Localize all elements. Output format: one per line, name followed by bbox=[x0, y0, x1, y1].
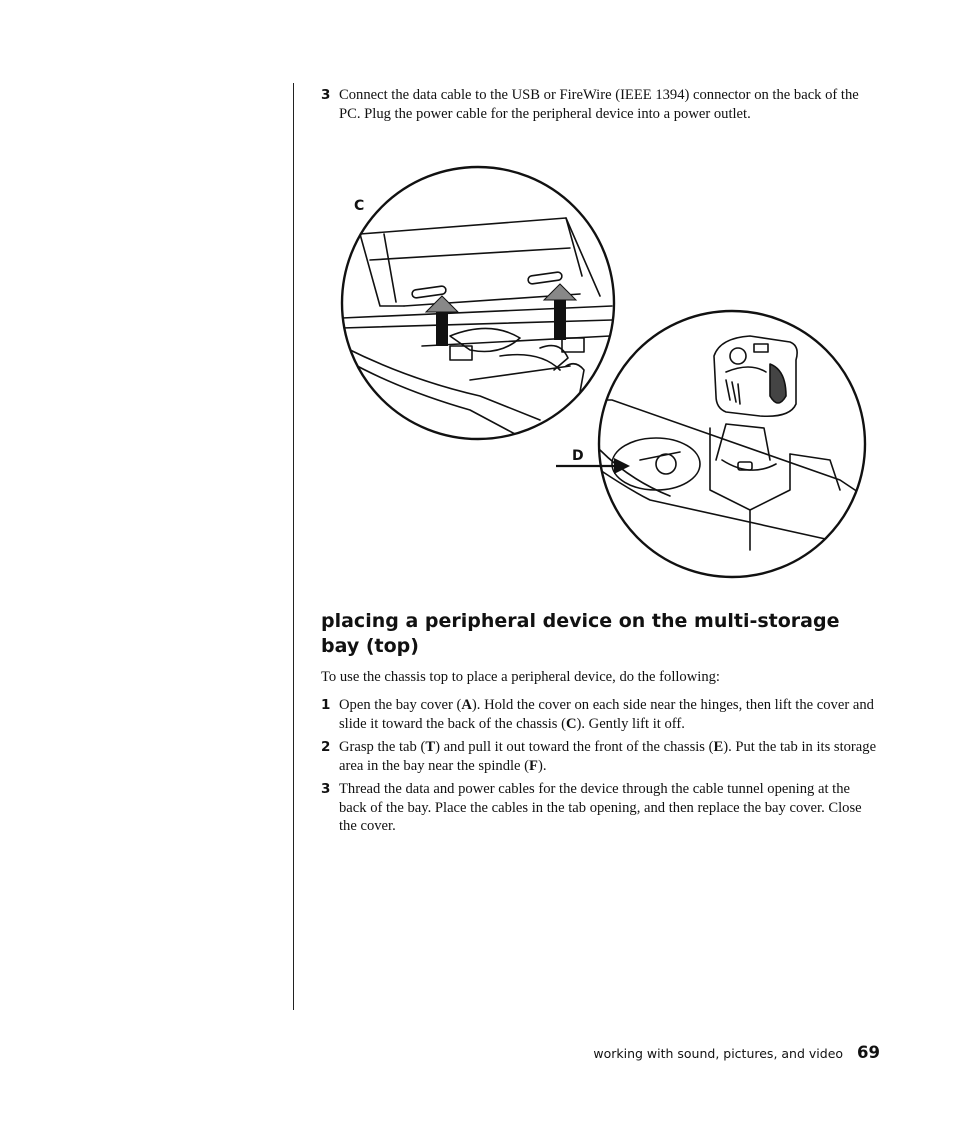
step-text: Connect the data cable to the USB or FireWire (IEEE 1394) connector on the back of the PC. Plug the power cable for the peripheral device into a power outlet. bbox=[339, 87, 859, 122]
figure-label-c: C bbox=[354, 198, 365, 214]
chapter-title: working with sound, pictures, and video bbox=[593, 1046, 844, 1061]
bay-illustration bbox=[330, 160, 875, 585]
instruction-step-3-top bbox=[321, 86, 881, 123]
section-intro: To use the chassis top to place a peripheral device, do the following: bbox=[321, 669, 720, 685]
page-footer bbox=[593, 1043, 880, 1062]
step-number: 3 bbox=[321, 781, 331, 797]
cover-detail-view bbox=[342, 167, 614, 442]
figure-label-d: D bbox=[572, 448, 584, 464]
step-number: 3 bbox=[321, 87, 331, 103]
step-text: Open the bay cover (A). Hold the cover on each side near the hinges, then lift the cover and slide it toward the back of the chassis (C). Gently lift it off. bbox=[339, 697, 874, 732]
page-number: 69 bbox=[857, 1043, 880, 1062]
step-number: 1 bbox=[321, 697, 331, 713]
camera-dock-detail-view bbox=[599, 311, 870, 577]
instruction-step-1 bbox=[321, 696, 881, 733]
margin-rule bbox=[293, 83, 294, 1010]
section-heading: placing a peripheral device on the multi-storage bay (top) bbox=[321, 610, 840, 657]
step-number: 2 bbox=[321, 739, 331, 755]
instruction-step-2 bbox=[321, 738, 881, 775]
instruction-step-3 bbox=[321, 780, 881, 836]
step-text: Grasp the tab (T) and pull it out toward the front of the chassis (E). Put the tab in its storage area in the bay near the spindle (F). bbox=[339, 739, 877, 774]
step-text: Thread the data and power cables for the device through the cable tunnel opening at the back of the bay. Place the cables in the tab opening, and then replace the bay cover. Close the cover. bbox=[339, 781, 862, 834]
